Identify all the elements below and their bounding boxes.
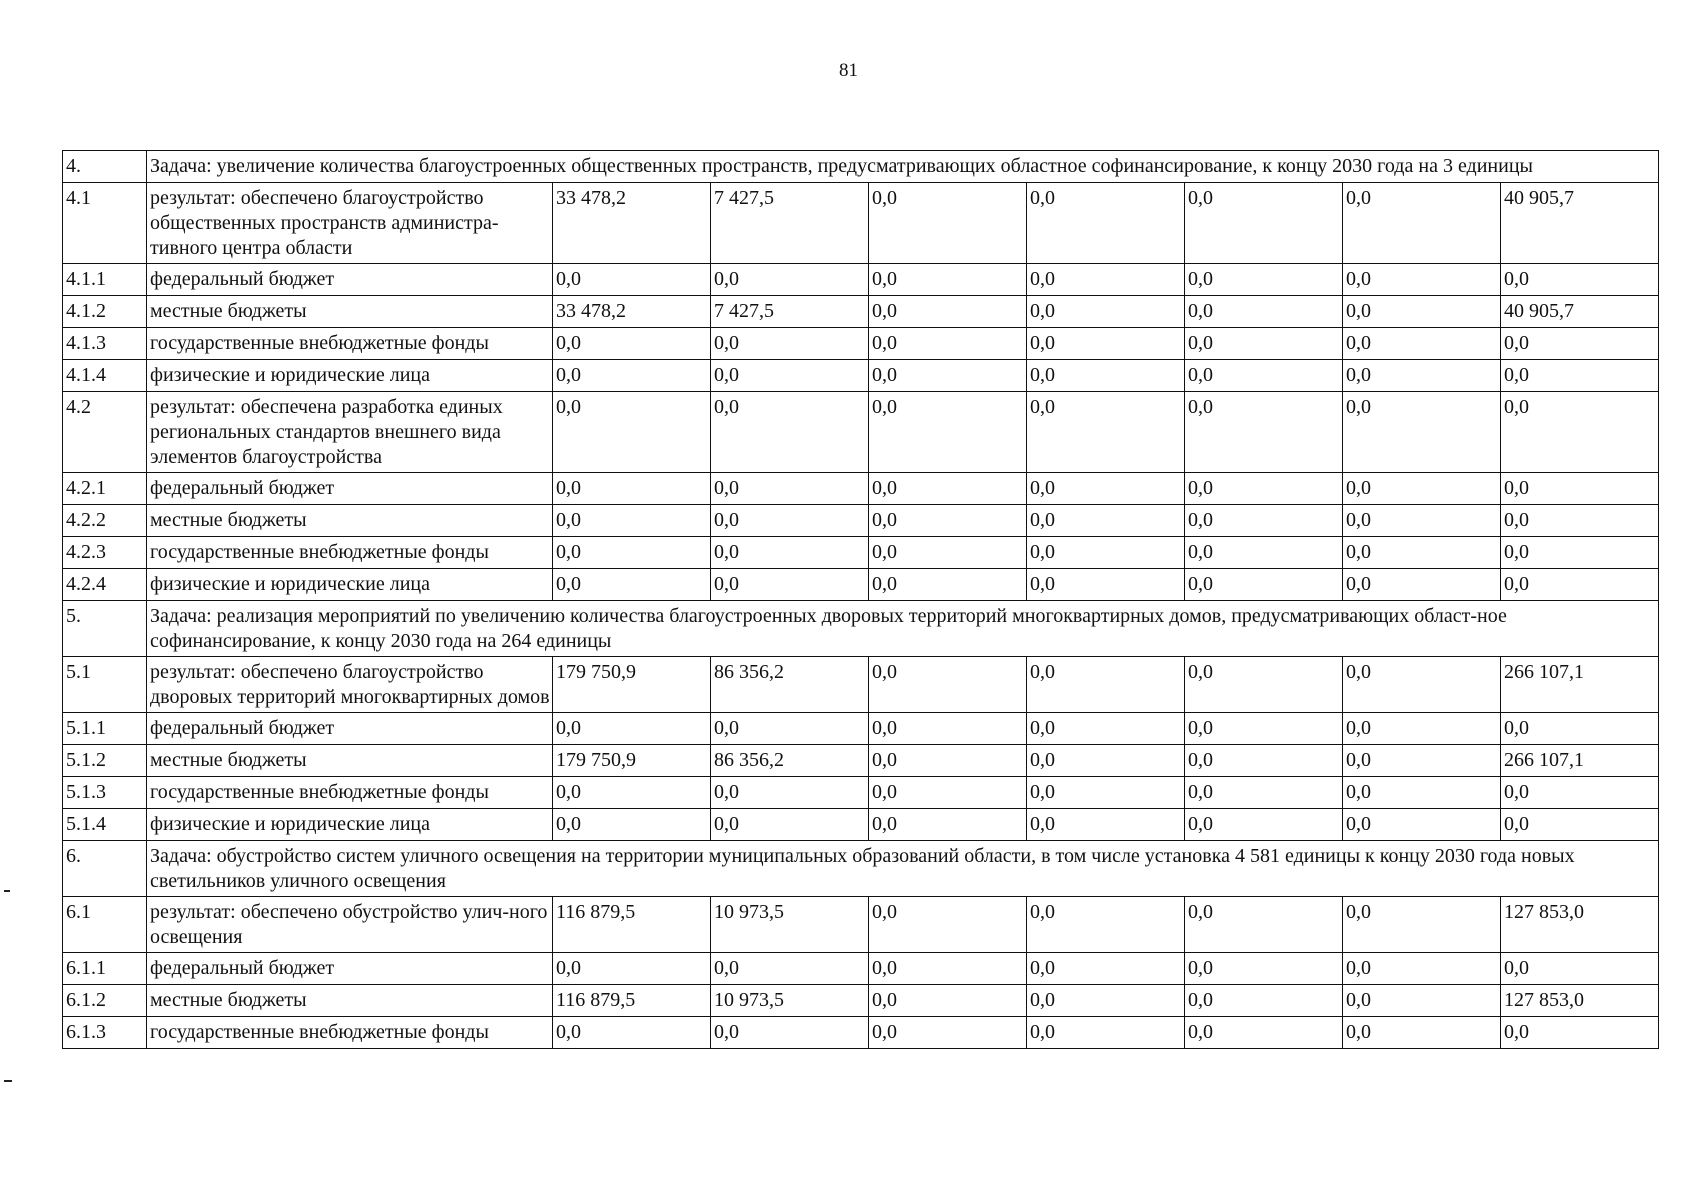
row-number-cell: 6.1.1 [63,953,147,985]
value-cell: 0,0 [1501,473,1659,505]
table-row [63,537,1659,569]
value-cell: 179 750,9 [553,657,711,713]
value-cell: 0,0 [711,264,869,296]
value-cell: 0,0 [1185,897,1343,953]
value-cell: 0,0 [553,473,711,505]
value-cell: 0,0 [1027,505,1185,537]
value-cell: 0,0 [1501,713,1659,745]
row-name-cell: федеральный бюджет [147,953,553,985]
value-cell: 0,0 [1343,569,1501,601]
value-cell: 0,0 [1343,953,1501,985]
value-cell: 0,0 [1027,777,1185,809]
value-cell: 0,0 [869,713,1027,745]
value-cell: 0,0 [1027,537,1185,569]
value-cell: 0,0 [1343,777,1501,809]
value-cell: 86 356,2 [711,745,869,777]
value-cell: 0,0 [553,569,711,601]
row-number-cell: 5.1 [63,657,147,713]
row-name-cell: федеральный бюджет [147,713,553,745]
row-number-cell: 4.2.4 [63,569,147,601]
value-cell: 0,0 [1343,713,1501,745]
value-cell: 0,0 [1501,264,1659,296]
row-name-cell: государственные внебюджетные фонды [147,1017,553,1049]
value-cell: 0,0 [1027,264,1185,296]
value-cell: 0,0 [1185,1017,1343,1049]
value-cell: 0,0 [869,183,1027,264]
table-row [63,809,1659,841]
scan-mark [4,890,10,892]
value-cell: 0,0 [553,777,711,809]
value-cell: 0,0 [1501,953,1659,985]
value-cell: 0,0 [711,777,869,809]
row-name-cell: государственные внебюджетные фонды [147,537,553,569]
value-cell: 0,0 [869,392,1027,473]
value-cell: 0,0 [553,392,711,473]
value-cell: 0,0 [1027,392,1185,473]
value-cell: 0,0 [1027,657,1185,713]
value-cell: 40 905,7 [1501,183,1659,264]
value-cell: 0,0 [1027,183,1185,264]
table-row [63,569,1659,601]
value-cell: 116 879,5 [553,897,711,953]
value-cell: 0,0 [711,473,869,505]
row-name-cell: физические и юридические лица [147,360,553,392]
row-number-cell: 4.1 [63,183,147,264]
page-number: 81 [839,60,858,81]
row-name-cell: физические и юридические лица [147,569,553,601]
value-cell: 0,0 [869,328,1027,360]
task-description-cell: Задача: реализация мероприятий по увеличению количества благоустроенных дворовых территорий многоквартирных домов, предусматривающих област-ное софинансирование, к концу 2030 года на 264 единицы [147,601,1659,657]
row-number-cell: 6. [63,841,147,897]
value-cell: 0,0 [1185,809,1343,841]
row-name-cell: местные бюджеты [147,745,553,777]
row-number-cell: 6.1 [63,897,147,953]
value-cell: 266 107,1 [1501,745,1659,777]
value-cell: 266 107,1 [1501,657,1659,713]
value-cell: 0,0 [869,953,1027,985]
row-number-cell: 6.1.2 [63,985,147,1017]
table-row [63,745,1659,777]
value-cell: 0,0 [553,809,711,841]
value-cell: 0,0 [1027,1017,1185,1049]
task-description-cell: Задача: увеличение количества благоустроенных общественных пространств, предусматривающих областное софинансирование, к концу 2030 года на 3 единицы [147,151,1659,183]
row-name-cell: результат: обеспечено обустройство улич-ного освещения [147,897,553,953]
task-row [63,601,1659,657]
value-cell: 0,0 [1501,809,1659,841]
value-cell: 0,0 [1027,985,1185,1017]
table-row [63,777,1659,809]
row-name-cell: местные бюджеты [147,505,553,537]
value-cell: 0,0 [1185,569,1343,601]
value-cell: 0,0 [711,392,869,473]
value-cell: 127 853,0 [1501,985,1659,1017]
table-row [63,473,1659,505]
value-cell: 0,0 [1343,360,1501,392]
value-cell: 0,0 [869,264,1027,296]
table-row [63,713,1659,745]
row-number-cell: 5.1.1 [63,713,147,745]
table-row [63,264,1659,296]
task-row [63,151,1659,183]
value-cell: 0,0 [1343,657,1501,713]
table-row [63,183,1659,264]
row-number-cell: 4.2 [63,392,147,473]
value-cell: 0,0 [553,328,711,360]
value-cell: 0,0 [869,657,1027,713]
budget-table-body [63,151,1659,1049]
value-cell: 0,0 [1185,183,1343,264]
table-row [63,1017,1659,1049]
value-cell: 0,0 [1343,264,1501,296]
value-cell: 0,0 [869,777,1027,809]
budget-table [62,150,1659,1049]
table-row [63,985,1659,1017]
value-cell: 0,0 [1185,777,1343,809]
value-cell: 0,0 [1343,1017,1501,1049]
value-cell: 0,0 [1343,745,1501,777]
value-cell: 0,0 [553,360,711,392]
value-cell: 0,0 [869,1017,1027,1049]
value-cell: 0,0 [1185,745,1343,777]
value-cell: 0,0 [553,505,711,537]
value-cell: 179 750,9 [553,745,711,777]
value-cell: 0,0 [869,569,1027,601]
value-cell: 0,0 [869,985,1027,1017]
value-cell: 0,0 [1185,537,1343,569]
table-row [63,360,1659,392]
value-cell: 0,0 [711,713,869,745]
value-cell: 0,0 [1501,1017,1659,1049]
value-cell: 10 973,5 [711,897,869,953]
value-cell: 0,0 [711,360,869,392]
value-cell: 0,0 [1185,360,1343,392]
value-cell: 0,0 [1343,296,1501,328]
value-cell: 0,0 [1501,328,1659,360]
row-number-cell: 4.2.1 [63,473,147,505]
value-cell: 0,0 [869,473,1027,505]
value-cell: 33 478,2 [553,296,711,328]
row-name-cell: результат: обеспечена разработка единых региональных стандартов внешнего вида элементов благоустройства [147,392,553,473]
row-name-cell: результат: обеспечено благоустройство дворовых территорий многоквартирных домов [147,657,553,713]
value-cell: 0,0 [1027,953,1185,985]
row-name-cell: государственные внебюджетные фонды [147,328,553,360]
value-cell: 0,0 [1185,985,1343,1017]
value-cell: 0,0 [1027,569,1185,601]
value-cell: 0,0 [1027,809,1185,841]
row-name-cell: федеральный бюджет [147,473,553,505]
value-cell: 0,0 [1185,505,1343,537]
value-cell: 86 356,2 [711,657,869,713]
row-number-cell: 4.2.2 [63,505,147,537]
value-cell: 0,0 [1343,392,1501,473]
value-cell: 0,0 [1185,264,1343,296]
row-number-cell: 5.1.2 [63,745,147,777]
table-row [63,897,1659,953]
value-cell: 0,0 [1501,569,1659,601]
value-cell: 0,0 [1343,897,1501,953]
table-row [63,505,1659,537]
value-cell: 0,0 [869,296,1027,328]
value-cell: 33 478,2 [553,183,711,264]
value-cell: 127 853,0 [1501,897,1659,953]
value-cell: 0,0 [711,505,869,537]
value-cell: 0,0 [1501,360,1659,392]
value-cell: 0,0 [1501,537,1659,569]
row-name-cell: местные бюджеты [147,296,553,328]
table-row [63,657,1659,713]
row-name-cell: государственные внебюджетные фонды [147,777,553,809]
value-cell: 0,0 [869,360,1027,392]
value-cell: 0,0 [711,328,869,360]
value-cell: 0,0 [1027,473,1185,505]
row-number-cell: 5. [63,601,147,657]
row-name-cell: результат: обеспечено благоустройство общественных пространств администра-тивного центра области [147,183,553,264]
value-cell: 0,0 [1027,360,1185,392]
value-cell: 0,0 [1501,777,1659,809]
value-cell: 116 879,5 [553,985,711,1017]
value-cell: 0,0 [1185,657,1343,713]
value-cell: 0,0 [1343,985,1501,1017]
row-number-cell: 5.1.4 [63,809,147,841]
row-number-cell: 4.1.4 [63,360,147,392]
value-cell: 0,0 [869,809,1027,841]
value-cell: 0,0 [1343,809,1501,841]
table-row [63,953,1659,985]
value-cell: 0,0 [869,745,1027,777]
value-cell: 0,0 [1185,296,1343,328]
row-name-cell: местные бюджеты [147,985,553,1017]
value-cell: 0,0 [711,537,869,569]
value-cell: 0,0 [1185,713,1343,745]
table-row [63,296,1659,328]
row-number-cell: 6.1.3 [63,1017,147,1049]
value-cell: 0,0 [1501,505,1659,537]
row-number-cell: 4.1.1 [63,264,147,296]
value-cell: 0,0 [1027,328,1185,360]
value-cell: 0,0 [1027,745,1185,777]
value-cell: 0,0 [553,537,711,569]
value-cell: 0,0 [1343,537,1501,569]
value-cell: 0,0 [1343,183,1501,264]
value-cell: 0,0 [711,953,869,985]
row-number-cell: 4.2.3 [63,537,147,569]
value-cell: 0,0 [869,897,1027,953]
value-cell: 0,0 [1343,328,1501,360]
value-cell: 0,0 [1501,392,1659,473]
value-cell: 0,0 [711,569,869,601]
value-cell: 40 905,7 [1501,296,1659,328]
value-cell: 0,0 [1027,713,1185,745]
value-cell: 7 427,5 [711,183,869,264]
row-number-cell: 4.1.3 [63,328,147,360]
row-number-cell: 5.1.3 [63,777,147,809]
value-cell: 0,0 [711,809,869,841]
row-name-cell: федеральный бюджет [147,264,553,296]
value-cell: 0,0 [1185,328,1343,360]
row-number-cell: 4.1.2 [63,296,147,328]
scan-mark [4,1080,12,1082]
value-cell: 0,0 [1185,953,1343,985]
value-cell: 0,0 [869,537,1027,569]
value-cell: 0,0 [1027,296,1185,328]
value-cell: 0,0 [711,1017,869,1049]
task-description-cell: Задача: обустройство систем уличного освещения на территории муниципальных образований области, в том числе установка 4 581 единицы к концу 2030 года новых светильников уличного освещения [147,841,1659,897]
value-cell: 0,0 [1185,473,1343,505]
value-cell: 0,0 [1343,505,1501,537]
value-cell: 0,0 [553,264,711,296]
value-cell: 0,0 [1027,897,1185,953]
row-number-cell: 4. [63,151,147,183]
value-cell: 10 973,5 [711,985,869,1017]
value-cell: 0,0 [1185,392,1343,473]
value-cell: 7 427,5 [711,296,869,328]
value-cell: 0,0 [553,713,711,745]
value-cell: 0,0 [869,505,1027,537]
value-cell: 0,0 [553,1017,711,1049]
row-name-cell: физические и юридические лица [147,809,553,841]
value-cell: 0,0 [553,953,711,985]
value-cell: 0,0 [1343,473,1501,505]
table-row [63,392,1659,473]
task-row [63,841,1659,897]
table-row [63,328,1659,360]
